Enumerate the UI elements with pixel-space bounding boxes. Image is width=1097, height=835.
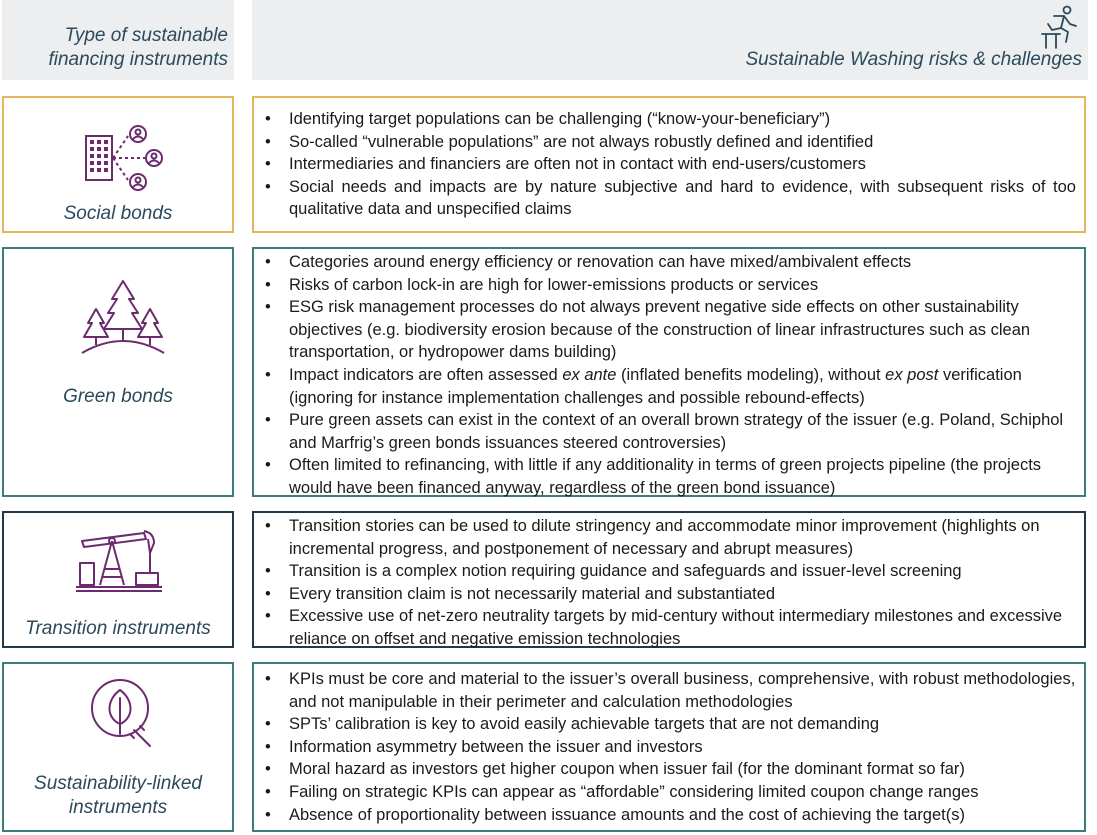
list-item: • Failing on strategic KPIs can appear as “affordable” considering limited coupon change ranges	[262, 781, 1076, 804]
header-left-title-line1: Type of sustainable	[64, 25, 228, 46]
building-people-icon	[82, 120, 166, 192]
list-item: • Pure green assets can exist in the context of an overall brown strategy of the issuer (e.g. Poland, Schiphol and Marfrig’s green bonds issuances steered controversies)	[262, 409, 1076, 454]
transition-instruments-risk-list	[262, 515, 1076, 651]
green-bonds-risks-box	[252, 247, 1086, 497]
green-bonds-label: Green bonds	[63, 386, 173, 407]
list-item: • Transition is a complex notion requiring guidance and safeguards and issuer-level screening	[262, 560, 1076, 583]
transition-instruments-label-box	[2, 511, 234, 648]
header-right-title: Sustainable Washing risks & challenges	[745, 49, 1082, 70]
header-left	[2, 0, 234, 80]
list-item: • Transition stories can be used to dilute stringency and accommodate minor improvement (highlights on incremental progress, and postponement of necessary and abrupt measures)	[262, 515, 1076, 560]
social-bonds-risk-list	[262, 108, 1076, 221]
list-item: • Identifying target populations can be challenging (“know-your-beneficiary”)	[262, 108, 1076, 131]
green-bonds-label-box	[2, 247, 234, 497]
trees-icon	[78, 279, 168, 359]
social-bonds-label-box	[2, 96, 234, 233]
list-item: • SPTs’ calibration is key to avoid easily achievable targets that are not demanding	[262, 713, 1076, 736]
list-item: • Intermediaries and financiers are often not in contact with end-users/customers	[262, 153, 1076, 176]
sustainability-linked-risks-box	[252, 662, 1086, 832]
list-item: • Moral hazard as investors get higher coupon when issuer fail (for the dominant format so far)	[262, 758, 1076, 781]
list-item: • Impact indicators are often assessed ex ante (inflated benefits modeling), without ex post verification (ignoring for instance implementation challenges and possible rebound-effects)	[262, 364, 1076, 409]
oil-pump-icon	[74, 523, 164, 603]
list-item: • ESG risk management processes do not always prevent negative side effects on other sustainability objectives (e.g. biodiversity erosion because of the construction of linear infrastructures such as clean transportation, or hydropower dams building)	[262, 296, 1076, 364]
transition-instruments-label: Transition instruments	[25, 618, 211, 639]
header-left-title-line2: financing instruments	[48, 49, 228, 70]
sustainability-linked-label-line2: instruments	[68, 797, 168, 818]
social-bonds-label: Social bonds	[63, 203, 173, 224]
list-item: • Social needs and impacts are by nature subjective and hard to evidence, with subsequent risks of too qualitative data and unspecified claims	[262, 176, 1076, 221]
list-item: • Excessive use of net-zero neutrality targets by mid-century without intermediary milestones and excessive reliance on offset and negative emission technologies	[262, 605, 1076, 650]
transition-instruments-risks-box	[252, 511, 1086, 648]
sustainability-linked-label	[4, 772, 232, 820]
list-item: • Often limited to refinancing, with little if any additionality in terms of green projects pipeline (the projects would have been financed anyway, regardless of the green bond issuance)	[262, 454, 1076, 499]
header-right	[252, 0, 1088, 80]
list-item: • Risks of carbon lock-in are high for lower-emissions products or services	[262, 274, 1076, 297]
sustainability-linked-label-line1: Sustainability-linked	[34, 773, 202, 794]
list-item: • Absence of proportionality between issuance amounts and the cost of achieving the target(s)	[262, 804, 1076, 827]
runner-hurdle-icon	[1040, 4, 1080, 50]
list-item: • Categories around energy efficiency or renovation can have mixed/ambivalent effects	[262, 251, 1076, 274]
list-item: • KPIs must be core and material to the issuer’s overall business, comprehensive, with robust methodologies, and not manipulable in their perimeter and calculation methodologies	[262, 668, 1076, 713]
header-left-title	[48, 24, 228, 72]
leaf-plug-icon	[90, 674, 154, 750]
list-item: • Information asymmetry between the issuer and investors	[262, 736, 1076, 759]
sustainability-linked-risk-list	[262, 668, 1076, 826]
social-bonds-risks-box	[252, 96, 1086, 233]
list-item: • So-called “vulnerable populations” are not always robustly defined and identified	[262, 131, 1076, 154]
list-item: • Every transition claim is not necessarily material and substantiated	[262, 583, 1076, 606]
green-bonds-risk-list	[262, 251, 1076, 500]
sustainability-linked-label-box	[2, 662, 234, 832]
